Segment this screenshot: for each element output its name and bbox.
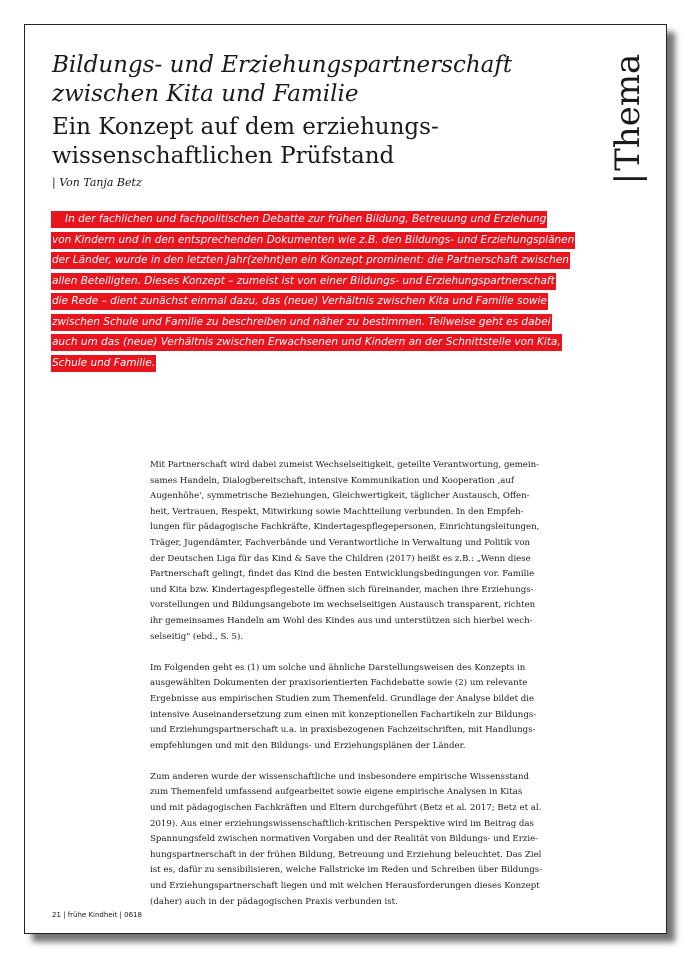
body-line: ist es, dafür zu sensibilisieren, welche Fallstricke im Reden und Schreiben über Bildungs- [150, 865, 543, 876]
body-line: 2019). Aus einer erziehungswissenschaftlich-kritischen Perspektive wird im Beitrag das [150, 818, 534, 829]
page-footer: 21 | frühe Kindheit | 0618 [52, 911, 142, 919]
subtitle-line: Ein Konzept auf dem erziehungs- [52, 114, 439, 140]
lead-line: Schule und Familie. [51, 355, 156, 372]
lead-line: In der fachlichen und fachpolitischen Debatte zur frühen Bildung, Betreuung und Erziehung [51, 211, 547, 228]
body-line: lungen für pädagogische Fachkräfte, Kindertagespflegepersonen, Einrichtungsleitungen, [150, 522, 540, 533]
title-italic-line: zwischen Kita und Familie [52, 81, 359, 107]
lead-line: von Kindern und in den entsprechenden Dokumenten wie z.B. den Bildungs- und Erziehungsplänen [51, 232, 575, 249]
section-label [608, 39, 648, 199]
lead-line: zwischen Schule und Familie zu beschreiben und näher zu bestimmen. Teilweise geht es dabei [51, 314, 552, 331]
body-line: vorstellungen und Bildungsangebote im wechselseitigen Austausch transparent, richten [150, 600, 536, 611]
body-line: hungspartnerschaft in der frühen Bildung, Betreuung und Erziehung beleuchtet. Das Ziel [150, 849, 542, 860]
body-line: und Erziehungspartnerschaft liegen und mit welchen Herausforderungen dieses Konzept [150, 881, 540, 892]
body-line: selseitig" (ebd., S. 5). [150, 631, 244, 642]
lead-line: allen Beteiligten. Dieses Konzept – zumeist ist von einer Bildungs- und Erziehungspartnerschaft [51, 273, 556, 290]
body-line: Im Folgenden geht es (1) um solche und ähnliche Darstellungsweisen des Konzepts in [150, 662, 526, 673]
lead-paragraph [51, 211, 575, 375]
body-line: Zum anderen wurde der wissenschaftliche und insbesondere empirische Wissensstand [150, 771, 529, 782]
body-line: (daher) auch in der pädagogischen Praxis verbunden ist. [150, 896, 398, 907]
subtitle-line: wissenschaftlichen Prüfstand [52, 143, 395, 169]
body-line: Mit Partnerschaft wird dabei zumeist Wechselseitigkeit, geteilte Verantwortung, gemein- [150, 460, 540, 470]
lead-line: die Rede – dient zunächst einmal dazu, das (neue) Verhältnis zwischen Kita und Familie sowie [51, 293, 548, 310]
lead-line: auch um das (neue) Verhältnis zwischen Erwachsenen und Kindern an der Schnittstelle von Kita, [51, 334, 562, 351]
body-line: Träger, Jugendämter, Fachverbände und Verantwortliche in Verwaltung und Politik von [150, 537, 531, 548]
body-paragraph-3 [150, 770, 550, 910]
body-line: Ergebnisse aus empirischen Studien zum Themenfeld. Grundlage der Analyse bildet die [150, 693, 535, 704]
body-paragraph-2 [150, 661, 550, 755]
body-line: ausgewählten Dokumenten der praxisorientierten Fachdebatte sowie (2) um relevante [150, 678, 528, 689]
section-label-text: Thema [608, 53, 648, 171]
body-line: sames Handeln, Dialogbereitschaft, intensive Kommunikation und Kooperation ‚auf [150, 475, 515, 486]
body-line: und Erziehungspartnerschaft u.a. in praxisbezogenen Fachzeitschriften, mit Handlungs- [150, 725, 536, 736]
section-label-rotated [610, 54, 646, 185]
body-paragraph-1 [150, 458, 550, 645]
article-subtitle [52, 113, 572, 171]
body-line: empfehlungen und mit den Bildungs- und Erziehungsplänen der Länder. [150, 740, 466, 751]
body-line: zum Themenfeld umfassend aufgearbeitet sowie eigene empirische Analysen in Kitas [150, 787, 523, 798]
body-line: intensive Auseinandersetzung zum einen mit konzeptionellen Fachartikeln zur Bildungs- [150, 709, 537, 720]
author-byline: | Von Tanja Betz [52, 176, 142, 189]
body-line: und mit pädagogischen Fachkräften und Eltern durchgeführt (Betz et al. 2017; Betz et al. [150, 803, 542, 814]
lead-line: der Länder, wurde in den letzten Jahr(zehnt)en ein Konzept prominent: die Partnerschaft zwischen [51, 252, 570, 269]
body-line: Spannungsfeld zwischen normativen Vorgaben und der Realität von Bildungs- und Erzie- [150, 834, 539, 845]
body-line: Partnerschaft gelingt, findet das Kind die besten Entwicklungsbedingungen vor. Familie [150, 569, 535, 580]
body-line: heit, Vertrauen, Respekt, Mitwirkung sowie Machtteilung verbunden. In den Empfeh- [150, 506, 524, 517]
body-line: ihr gemeinsames Handeln am Wohl des Kindes aus und unterstützen sich hierbei wech- [150, 615, 533, 626]
magazine-page [24, 24, 667, 934]
body-line: Augenhöhe', symmetrische Beziehungen, Gleichwertigkeit, täglicher Austausch, Offen- [150, 491, 530, 502]
body-line: der Deutschen Liga für das Kind & Save the Children (2017) heißt es z.B.: „Wenn diese [150, 553, 531, 564]
title-italic-line: Bildungs- und Erziehungspartnerschaft [52, 52, 513, 78]
body-text [150, 458, 550, 926]
article-title-italic [52, 51, 572, 109]
body-line: und Kita bzw. Kindertagespflegestelle öffnen sich füreinander, machen ihre Erziehungs- [150, 584, 534, 595]
section-bar: | [608, 172, 648, 185]
